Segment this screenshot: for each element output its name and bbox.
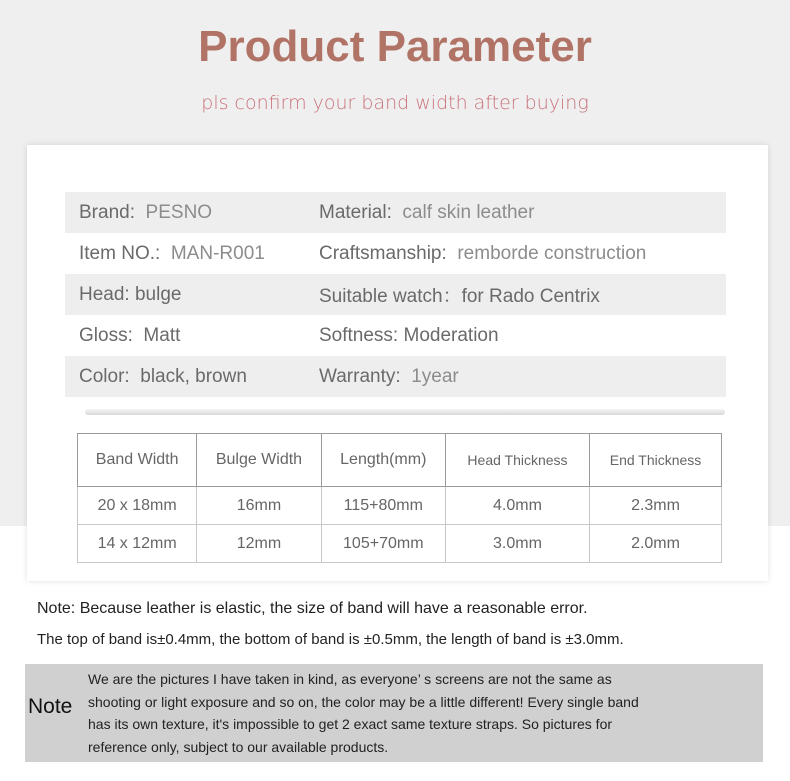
- note-label: Note: [28, 695, 73, 718]
- table-header-cell: Head Thickness: [445, 434, 589, 487]
- param-row: [65, 274, 726, 315]
- table-cell: 2.3mm: [590, 487, 722, 525]
- table-header-cell: Length(mm): [321, 434, 445, 487]
- table-cell: 2.0mm: [590, 525, 722, 563]
- size-table: [77, 433, 722, 563]
- note-elasticity: Note: Because leather is elastic, the size of band will have a reasonable error.: [37, 600, 588, 617]
- param-label: Item NO.:: [79, 242, 161, 264]
- table-cell: 14 x 12mm: [78, 525, 197, 563]
- parameter-list: [65, 192, 726, 397]
- section-divider: [85, 409, 725, 415]
- param-value: 1year: [411, 365, 459, 387]
- table-cell: 20 x 18mm: [78, 487, 197, 525]
- param-label: Softness:: [319, 324, 399, 346]
- param-value: calf skin leather: [402, 201, 535, 223]
- note-line: reference only, subject to our available products.: [88, 738, 389, 755]
- param-value: Moderation: [403, 324, 499, 346]
- table-header-cell: Bulge Width: [197, 434, 321, 487]
- param-value: bulge: [134, 283, 182, 305]
- param-value: Matt: [143, 324, 181, 346]
- param-row: [65, 233, 726, 274]
- param-row: [65, 356, 726, 397]
- page-subtitle: pls confirm your band width after buying: [201, 92, 589, 114]
- table-header-row: [78, 434, 722, 487]
- param-row: [65, 192, 726, 233]
- param-value: MAN-R001: [170, 242, 265, 264]
- table-cell: 12mm: [197, 525, 321, 563]
- note-text: [88, 668, 760, 758]
- note-line: has its own texture, it's impossible to get 2 exact same texture straps. So pictures for: [88, 716, 613, 732]
- note-box: [25, 664, 763, 762]
- table-cell: 105+70mm: [321, 525, 445, 563]
- param-value: remborde construction: [457, 242, 647, 264]
- note-line: We are the pictures I have taken in kind, as everyone’ s screens are not the same as: [88, 671, 612, 687]
- param-label: Brand:: [79, 201, 135, 223]
- table-cell: 3.0mm: [445, 525, 589, 563]
- param-row: [65, 315, 726, 356]
- parameter-card: [27, 145, 768, 581]
- param-label: Material:: [319, 201, 392, 223]
- param-value: PESNO: [145, 201, 213, 223]
- note-line: shooting or light exposure and so on, the color may be a little different! Every single band: [88, 693, 639, 710]
- param-value: for Rado Centrix: [461, 286, 600, 307]
- table-cell: 4.0mm: [445, 487, 589, 525]
- table-header-cell: End Thickness: [590, 434, 722, 487]
- page-title: Product Parameter: [198, 22, 592, 71]
- param-label: Craftsmanship:: [319, 242, 447, 264]
- table-cell: 115+80mm: [321, 487, 445, 525]
- param-label: Warranty:: [319, 365, 401, 387]
- table-header-cell: Band Width: [78, 434, 197, 487]
- param-label: Color:: [79, 365, 130, 387]
- param-value: black, brown: [140, 365, 247, 387]
- param-label: Head:: [79, 283, 130, 305]
- table-row: [78, 487, 722, 525]
- table-cell: 16mm: [197, 487, 321, 525]
- param-label: Gloss:: [79, 324, 133, 346]
- note-tolerance: The top of band is±0.4mm, the bottom of band is ±0.5mm, the length of band is ±3.0mm.: [37, 631, 624, 648]
- param-label: Suitable watch：: [319, 286, 462, 307]
- table-row: [78, 525, 722, 563]
